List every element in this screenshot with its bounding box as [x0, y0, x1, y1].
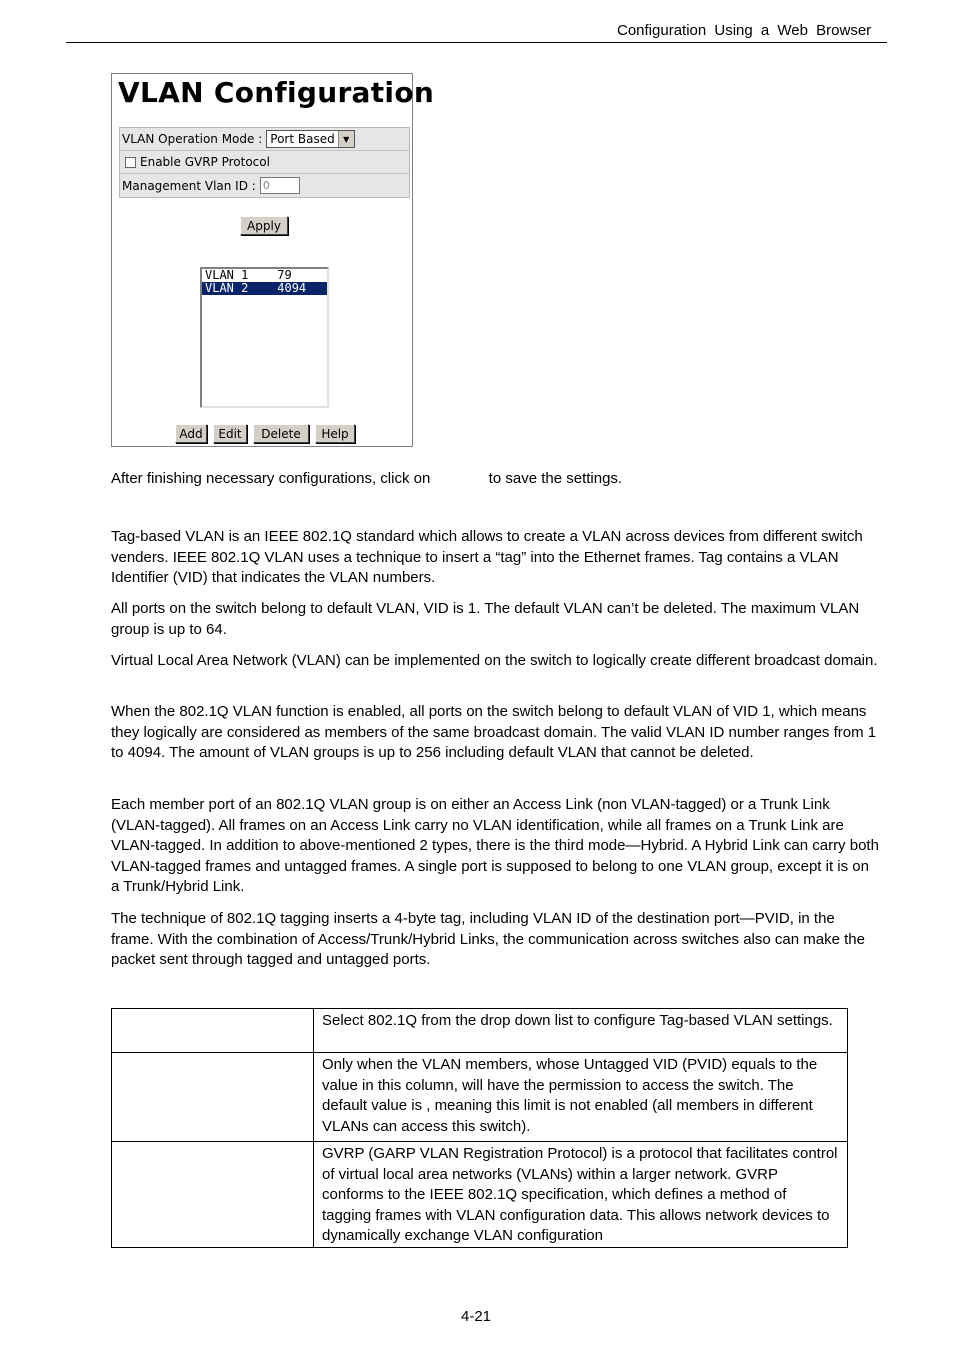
- header-rule: [66, 42, 887, 43]
- delete-button[interactable]: Delete: [253, 424, 309, 443]
- operation-mode-label: VLAN Operation Mode :: [122, 132, 263, 146]
- options-table: [119, 127, 410, 198]
- parameter-table: [111, 1008, 848, 1248]
- paragraph-link-types: Each member port of an 802.1Q VLAN group is on either an Access Link (non VLAN-tagged) or a Trunk Link (VLAN-tagged). All frames on an Access Link carry no VLAN identification, while all frames on a Trunk Link are VLAN-tagged. In addition to above-mentioned 2 types, there is the third mode—Hybrid. A Hybrid Link can carry both VLAN-tagged frames and untagged frames. A single port is supposed to belong to one VLAN group, except it is on a Trunk/Hybrid Link.: [111, 796, 879, 896]
- paragraph-tag-based-vlan: Tag-based VLAN is an IEEE 802.1Q standard which allows to create a VLAN across devices from different switch venders. IEEE 802.1Q VLAN uses a technique to insert a “tag” into the Ethernet frames. Tag contains a VLAN Identifier (VID) that indicates the VLAN numbers.: [111, 528, 863, 587]
- parameter-name-cell: [112, 1142, 314, 1248]
- mgmt-vlan-row: [120, 174, 409, 197]
- parameter-description: GVRP (GARP VLAN Registration Protocol) is a protocol that facilitates control of virtual local area networks (VLANs) within a larger network. GVRP conforms to the IEEE 802.1Q specification, which defines a method of tagging frames with VLAN configuration data. This allows network devices to dynamically exchange VLAN configuration: [314, 1142, 848, 1248]
- vlan-list-item[interactable]: VLAN 1 79: [205, 268, 292, 282]
- operation-mode-select[interactable]: [266, 130, 354, 148]
- vlan-configuration-screenshot: [111, 73, 435, 447]
- running-header: Configuration Using a Web Browser: [617, 22, 872, 39]
- mgmt-vlan-label: Management Vlan ID :: [122, 178, 256, 193]
- operation-mode-value: Port Based: [270, 132, 335, 146]
- parameter-description: Only when the VLAN members, whose Untagged VID (PVID) equals to the value in this column, will have the permission to access the switch. The default value is , meaning this limit is not enabled (all members in different VLANs can access this switch).: [314, 1053, 848, 1142]
- after-finish-post: to save the settings.: [488, 470, 623, 487]
- gvrp-checkbox[interactable]: [125, 157, 136, 168]
- chevron-down-icon[interactable]: ▼: [338, 131, 354, 147]
- parameter-name-cell: [112, 1009, 314, 1053]
- paragraph-tagging-technique: The technique of 802.1Q tagging inserts a 4-byte tag, including VLAN ID of the destination port—PVID, in the frame. With the combination of Access/Trunk/Hybrid Links, the communication across switches also can make the packet sent through tagged and untagged ports.: [111, 910, 865, 969]
- vlan-listbox[interactable]: [200, 267, 329, 408]
- page-number: 4-21: [461, 1308, 492, 1325]
- paragraph-8021q-function: When the 802.1Q VLAN function is enabled, all ports on the switch belong to default VLAN of VID 1, which means they logically are considered as members of the same broadcast domain. The valid VLAN ID number ranges from 1 to 4094. The amount of VLAN groups is up to 256 including default VLAN that cannot be deleted.: [111, 703, 877, 762]
- mgmt-vlan-input[interactable]: [260, 177, 300, 194]
- edit-button[interactable]: Edit: [213, 424, 247, 443]
- gvrp-row: [120, 151, 409, 174]
- parameter-name-cell: [112, 1053, 314, 1142]
- add-button[interactable]: Add: [175, 424, 207, 443]
- after-finish-sentence: [111, 469, 881, 490]
- table-row: [112, 1142, 848, 1248]
- paragraph-default-vlan: All ports on the switch belong to default VLAN, VID is 1. The default VLAN can’t be deleted. The maximum VLAN group is up to 64.: [111, 600, 860, 638]
- gvrp-label: Enable GVRP Protocol: [140, 155, 270, 169]
- help-button[interactable]: Help: [315, 424, 355, 443]
- table-row: [112, 1053, 848, 1142]
- vlan-list-item-selected[interactable]: VLAN 2 4094: [202, 282, 327, 295]
- panel-title: VLAN Configuration: [118, 76, 435, 109]
- operation-mode-row: [120, 128, 409, 151]
- after-finish-pre: After finishing necessary configurations, click on: [111, 470, 431, 487]
- table-row: [112, 1009, 848, 1053]
- apply-button[interactable]: Apply: [240, 216, 288, 235]
- parameter-description: Select 802.1Q from the drop down list to configure Tag-based VLAN settings.: [314, 1009, 848, 1053]
- paragraph-vlan-definition: Virtual Local Area Network (VLAN) can be implemented on the switch to logically create different broadcast domain.: [111, 652, 878, 669]
